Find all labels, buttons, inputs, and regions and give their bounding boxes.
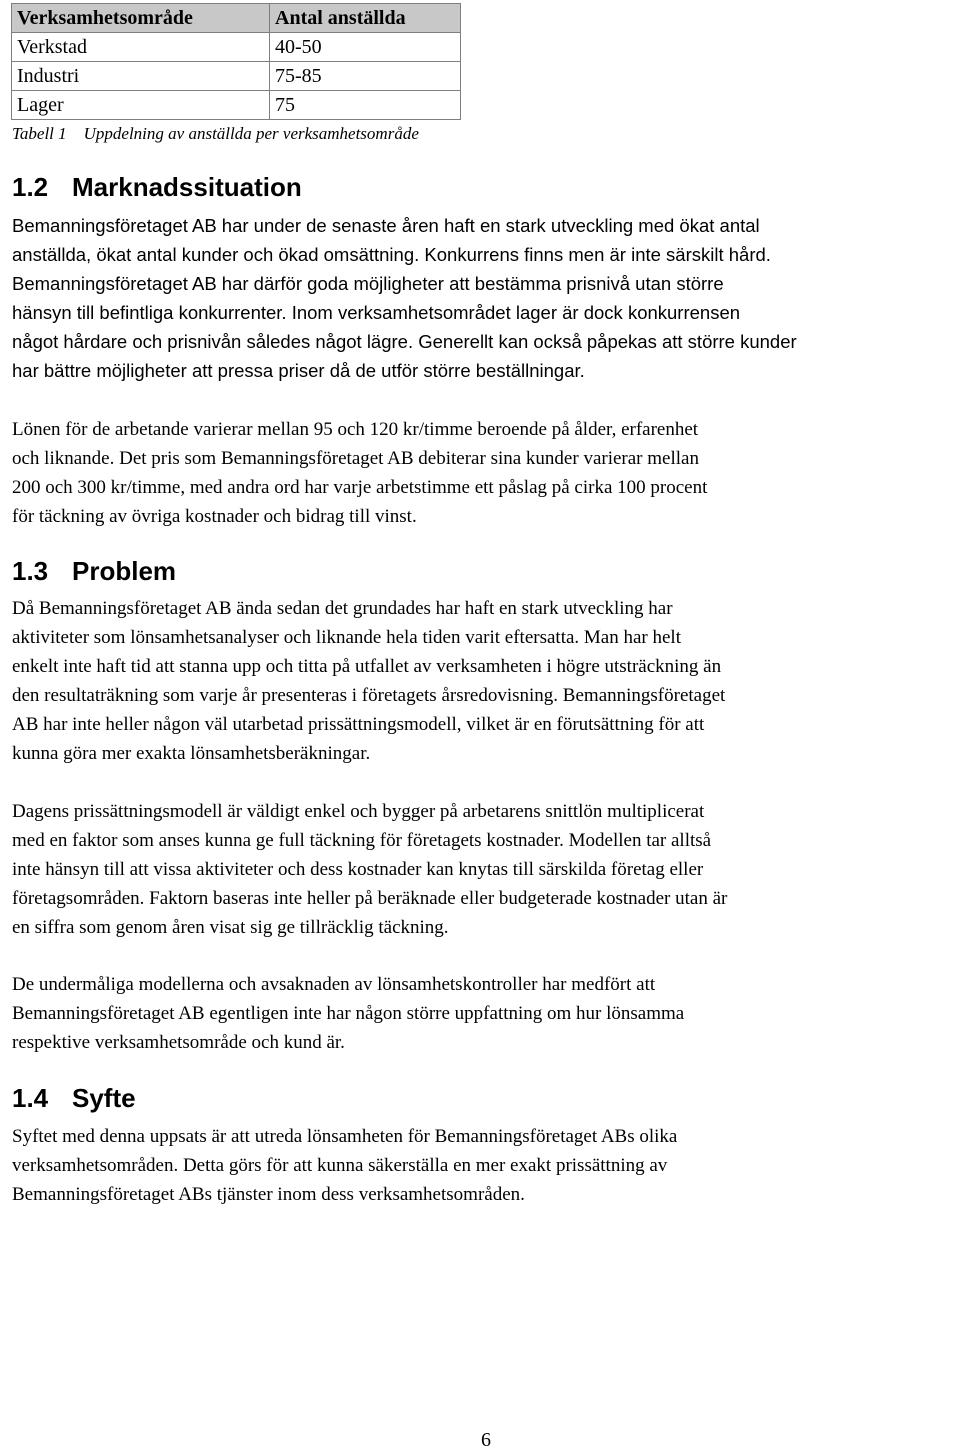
section-heading [12,171,302,203]
table-caption: Tabell 1 Uppdelning av anställda per verksamhetsområde [12,124,419,143]
section-number: 1.3 [12,556,49,586]
paragraph [12,1122,957,1209]
page-number: 6 [481,1429,491,1451]
paragraph-line: hänsyn till befintliga konkurrenter. Inom verksamhetsområdet lager är dock konkurrensen [12,302,741,323]
section-title: Syfte [72,1083,136,1113]
paragraph-line: har bättre möjligheter att pressa priser då de utför större beställningar. [12,360,585,381]
paragraph-line: något hårdare och prisnivån således något lägre. Generellt kan också påpekas att större kunder [12,331,797,352]
section-heading [12,555,176,587]
paragraph [12,797,957,942]
table-cell: 75 [270,91,461,120]
paragraph-line: och liknande. Det pris som Bemanningsföretaget AB debiterar sina kunder varierar mellan [12,448,699,469]
section-title: Problem [72,556,177,586]
table-row [12,62,461,91]
table-header-row [12,4,461,33]
table-cell: 40-50 [270,33,461,62]
table-header-cell: Verksamhetsområde [12,4,270,33]
employee-table [11,3,461,120]
paragraph-line: Syftet med denna uppsats är att utreda lönsamheten för Bemanningsföretaget ABs olika [12,1126,678,1147]
paragraph-line: den resultaträkning som varje år presenteras i företagets årsredovisning. Bemanningsföretaget [12,685,726,706]
paragraph-line: kunna göra mer exakta lönsamhetsberäkningar. [12,743,371,764]
paragraph [12,970,957,1057]
paragraph-line: en siffra som genom åren visat sig ge tillräcklig täckning. [12,917,449,938]
paragraph-line: anställda, ökat antal kunder och ökad omsättning. Konkurrens finns men är inte särskilt hård. [12,244,771,265]
paragraph [12,415,957,531]
section-number: 1.2 [12,172,49,202]
table-cell: Industri [12,62,270,91]
paragraph-line: Bemanningsföretaget AB egentligen inte har någon större uppfattning om hur lönsamma [12,1003,685,1024]
paragraph [12,594,957,768]
paragraph-line: enkelt inte haft tid att stanna upp och titta på utfallet av verksamheten i högre utsträckning än [12,656,722,677]
paragraph-line: AB har inte heller någon väl utarbetad prissättningsmodell, vilket är en förutsättning för att [12,714,705,735]
paragraph-line: Då Bemanningsföretaget AB ända sedan det grundades har haft en stark utveckling har [12,598,673,619]
paragraph-line: företagsområden. Faktorn baseras inte heller på beräknade eller budgeterade kostnader utan är [12,888,728,909]
paragraph [12,211,957,385]
paragraph-line: Bemanningsföretaget ABs tjänster inom dess verksamhetsområden. [12,1184,525,1205]
table-cell: Verkstad [12,33,270,62]
paragraph-line: med en faktor som anses kunna ge full täckning för företagets kostnader. Modellen tar alltså [12,830,712,851]
paragraph-line: De undermåliga modellerna och avsaknaden av lönsamhetskontroller har medfört att [12,974,656,995]
table-cell: Lager [12,91,270,120]
paragraph-line: aktiviteter som lönsamhetsanalyser och liknande hela tiden varit eftersatta. Man har helt [12,627,681,648]
paragraph-line: Bemanningsföretaget AB har under de senaste åren haft en stark utveckling med ökat antal [12,215,760,236]
paragraph-line: Bemanningsföretaget AB har därför goda möjligheter att bestämma prisnivå utan större [12,273,724,294]
table-row [12,33,461,62]
paragraph-line: verksamhetsområden. Detta görs för att kunna säkerställa en mer exakt prissättning av [12,1155,668,1176]
table-row [12,91,461,120]
paragraph-line: respektive verksamhetsområde och kund är. [12,1032,345,1053]
paragraph-line: inte hänsyn till att vissa aktiviteter och dess kostnader kan knytas till särskilda företag eller [12,859,704,880]
section-title: Marknadssituation [72,172,302,202]
paragraph-line: 200 och 300 kr/timme, med andra ord har varje arbetstimme ett påslag på cirka 100 procent [12,477,708,498]
paragraph-line: för täckning av övriga kostnader och bidrag till vinst. [12,506,417,527]
table-header-cell: Antal anställda [270,4,461,33]
section-heading [12,1082,136,1114]
section-number: 1.4 [12,1083,49,1113]
table-cell: 75-85 [270,62,461,91]
paragraph-line: Lönen för de arbetande varierar mellan 95 och 120 kr/timme beroende på ålder, erfarenhet [12,419,699,440]
paragraph-line: Dagens prissättningsmodell är väldigt enkel och bygger på arbetarens snittlön multiplicerat [12,801,705,822]
